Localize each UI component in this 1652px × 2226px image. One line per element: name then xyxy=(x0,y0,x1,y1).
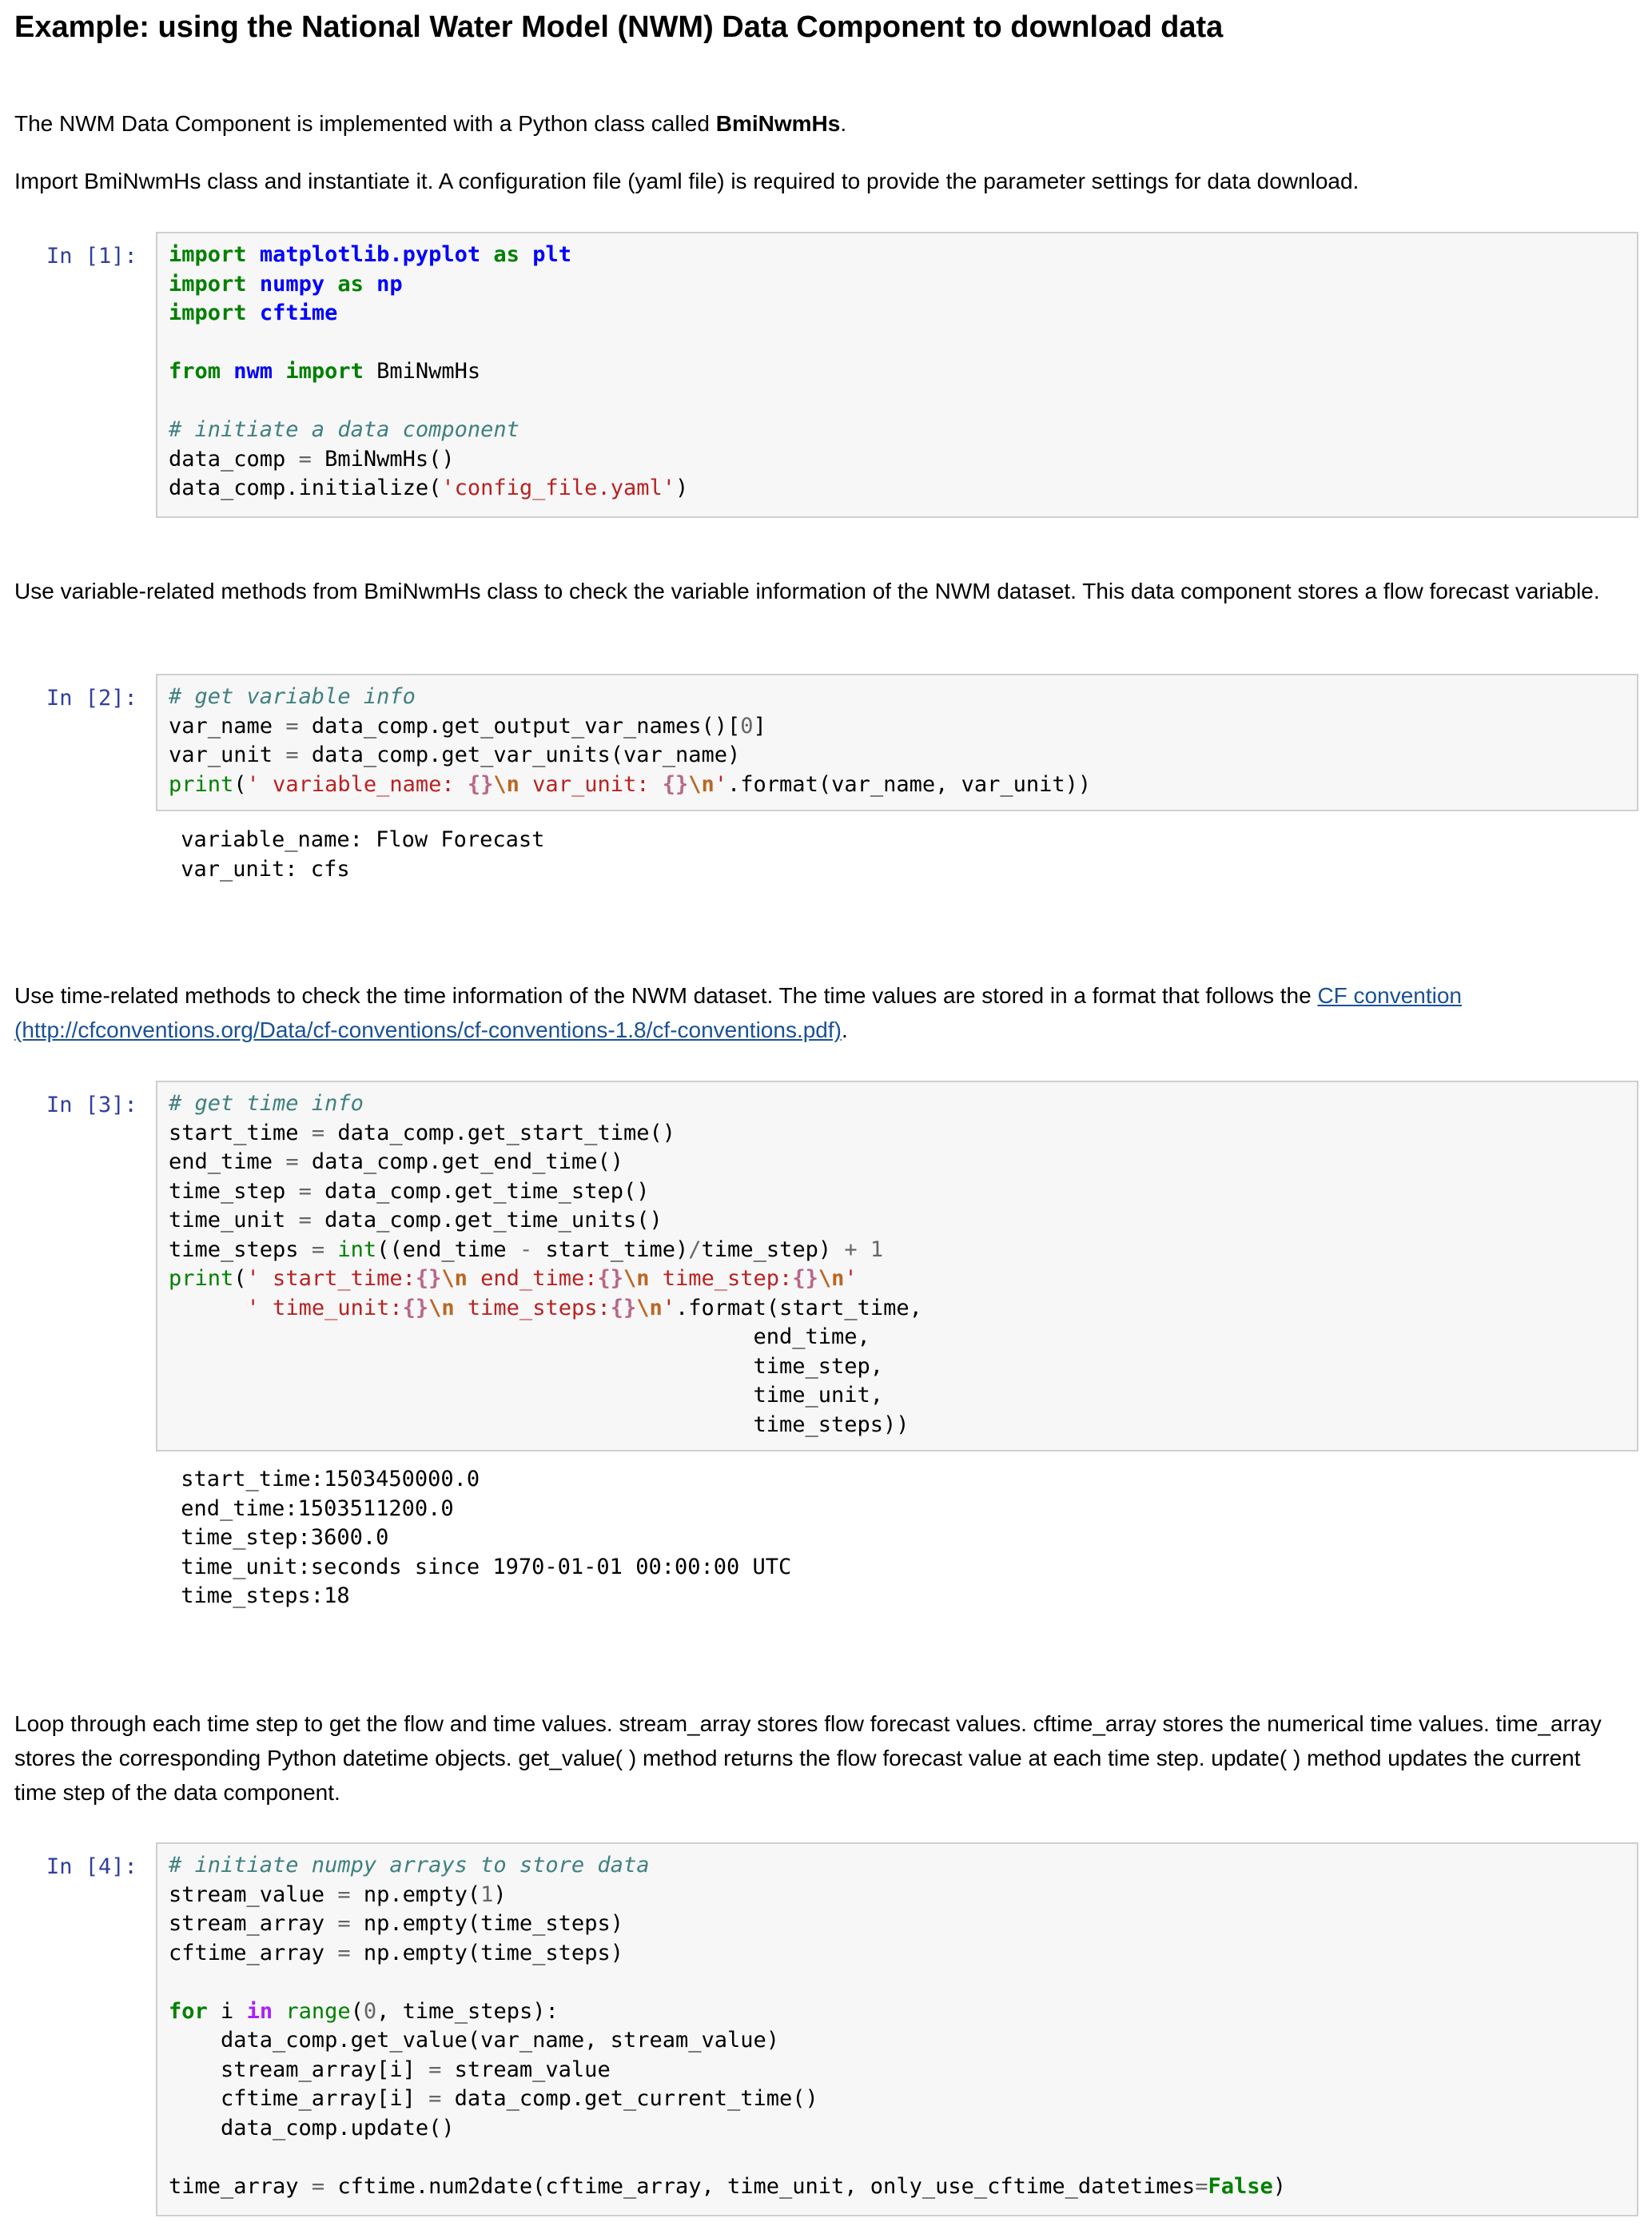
code-line xyxy=(169,476,688,500)
code-string: ' xyxy=(714,771,728,797)
code-line xyxy=(169,1237,883,1262)
code-token: data_comp.get_value(var_name, stream_value) xyxy=(169,2028,780,2053)
code-token xyxy=(247,301,260,325)
intro-tail: . xyxy=(840,111,847,136)
code-token: ) xyxy=(675,476,689,500)
loop-paragraph: Loop through each time step to get the flow and time values. stream_array stores flow forecast values. cftime_array stores the numerical time values. time_array stores the corresponding Python datetime objects. get_value( ) method returns the flow forecast value at each time step. update( ) method updates the current time step of the data component. xyxy=(14,1711,1602,1805)
code-token: as xyxy=(493,242,519,267)
output-line: start_time:1503450000.0 xyxy=(168,1467,480,1491)
code-token: cftime xyxy=(259,301,338,325)
code-line xyxy=(169,1999,559,2024)
variable-paragraph: Use variable-related methods from BmiNwmHs class to check the variable information of the NWM dataset. This data component stores a flow forecast variable. xyxy=(14,579,1600,603)
code-token: print xyxy=(169,771,234,797)
code-token: \n xyxy=(636,1295,663,1320)
code-line xyxy=(169,1266,858,1291)
code-string: ' variable_name: xyxy=(246,771,468,797)
code-token: ( xyxy=(233,771,247,797)
code-token: import xyxy=(285,359,364,384)
code-token: {} xyxy=(792,1266,818,1291)
code-token: ((end_time xyxy=(376,1236,519,1262)
code-token: \n xyxy=(623,1266,650,1291)
output-line: variable_name: Flow Forecast xyxy=(168,827,545,852)
code-token xyxy=(247,242,260,267)
code-token: nwm xyxy=(233,359,273,384)
code-token: 1 xyxy=(480,1882,494,1907)
code-block[interactable] xyxy=(157,233,1637,504)
code-block[interactable] xyxy=(157,1082,1637,1440)
code-token: / xyxy=(688,1236,702,1262)
code-token: ) xyxy=(493,1882,507,1907)
code-token: np.empty(time_steps) xyxy=(350,1940,623,1965)
code-cell-1[interactable] xyxy=(156,232,1638,518)
code-string: time_step: xyxy=(649,1266,793,1291)
code-line xyxy=(169,1882,507,1907)
code-string: time_steps: xyxy=(454,1295,611,1320)
intro-text: The NWM Data Component is implemented with a Python class called xyxy=(14,111,716,136)
code-token: time_step) xyxy=(701,1236,845,1262)
code-line xyxy=(169,1091,364,1116)
code-string: ' start_time: xyxy=(246,1266,416,1291)
code-token: ( xyxy=(350,1998,364,2024)
code-cell-4[interactable] xyxy=(156,1842,1638,2216)
code-token: \n xyxy=(441,1266,468,1291)
code-token: BmiNwmHs xyxy=(363,359,481,384)
code-token: end_time xyxy=(169,1149,286,1174)
code-line xyxy=(169,1208,663,1232)
code-token: time_step, xyxy=(169,1353,884,1379)
code-token xyxy=(273,1999,285,2024)
code-line xyxy=(169,2174,1286,2199)
code-cell-3[interactable] xyxy=(156,1081,1638,1451)
code-token: = xyxy=(337,1882,351,1907)
code-token: = xyxy=(298,446,312,472)
code-line xyxy=(169,1179,649,1204)
code-token: import xyxy=(169,301,247,325)
code-token: .format(start_time, xyxy=(675,1295,922,1320)
code-token: , time_steps): xyxy=(376,1998,559,2024)
code-token: {} xyxy=(610,1295,637,1320)
code-comment: # get time info xyxy=(169,1091,364,1116)
code-string: var_unit: xyxy=(519,771,663,797)
code-string: ' time_unit: xyxy=(246,1295,403,1320)
code-token: stream_array xyxy=(169,1911,338,1936)
code-token: numpy xyxy=(259,271,325,297)
code-token: range xyxy=(285,1998,351,2024)
code-cell-2[interactable] xyxy=(156,674,1638,811)
code-token: from xyxy=(169,359,221,384)
code-token: in xyxy=(246,1998,273,2024)
code-token: data_comp.get_output_var_names()[ xyxy=(298,713,741,739)
code-token: data_comp.get_time_step() xyxy=(311,1178,650,1204)
code-token: time_unit xyxy=(169,1208,299,1232)
code-token: ( xyxy=(233,1266,247,1291)
code-token: 0 xyxy=(363,1998,377,2024)
code-token xyxy=(364,272,376,297)
code-token: \n xyxy=(493,771,519,797)
code-line xyxy=(169,684,416,709)
cell-prompt-2: In [2]: xyxy=(46,686,137,711)
code-token xyxy=(480,242,493,267)
import-paragraph: Import BmiNwmHs class and instantiate it. A configuration file (yaml file) is required to provide the parameter settings for data download. xyxy=(14,169,1359,193)
code-line xyxy=(169,743,740,767)
code-line xyxy=(169,2116,455,2140)
code-token: = xyxy=(285,1149,299,1174)
code-token: \n xyxy=(428,1295,455,1320)
code-token: + xyxy=(844,1236,858,1262)
code-token: time_unit, xyxy=(169,1383,884,1408)
cf-convention-link[interactable]: CF convention (http://cfconventions.org/Data/cf-conventions/cf-conventions-1.8/cf-conventions.pdf) xyxy=(14,983,1462,1042)
code-line xyxy=(169,447,455,472)
code-token: data_comp.get_var_units(var_name) xyxy=(298,743,741,767)
code-token: start_time xyxy=(169,1120,312,1145)
code-token xyxy=(858,1237,870,1262)
code-line xyxy=(169,1354,883,1379)
code-token: 0 xyxy=(740,713,754,739)
code-token: cftime_array xyxy=(169,1940,338,1965)
code-token: = xyxy=(1195,2173,1208,2199)
code-line xyxy=(169,359,480,384)
code-token: \n xyxy=(688,771,715,797)
code-token: {} xyxy=(402,1295,429,1320)
code-line xyxy=(169,772,1091,797)
code-token xyxy=(324,272,337,297)
code-token: end_time, xyxy=(169,1324,870,1349)
code-token: i xyxy=(207,1998,247,2024)
output-line: time_step:3600.0 xyxy=(168,1525,389,1550)
code-comment: # initiate numpy arrays to store data xyxy=(169,1853,650,1878)
code-token: time_steps xyxy=(169,1236,312,1262)
code-token: = xyxy=(428,2057,442,2082)
code-line xyxy=(169,2028,779,2053)
code-token: data_comp.get_end_time() xyxy=(298,1149,623,1174)
code-line xyxy=(169,272,403,297)
code-token: var_name xyxy=(169,713,286,739)
code-token: as xyxy=(337,271,364,297)
code-line xyxy=(169,1383,883,1408)
output-line: time_unit:seconds since 1970-01-01 00:00:00 UTC xyxy=(168,1554,792,1579)
code-token: int xyxy=(337,1236,377,1262)
code-token xyxy=(247,272,260,297)
code-token: = xyxy=(285,743,299,767)
code-line xyxy=(169,714,766,739)
code-line xyxy=(169,242,571,267)
code-string: ' xyxy=(844,1266,858,1291)
code-token: .format(var_name, var_unit)) xyxy=(727,771,1092,797)
cell-prompt-4: In [4]: xyxy=(46,1854,137,1879)
code-token: for xyxy=(169,1998,208,2024)
code-token: matplotlib.pyplot xyxy=(259,242,481,267)
code-token: {} xyxy=(662,771,689,797)
code-token: stream_value xyxy=(441,2057,611,2082)
cell-prompt-3: In [3]: xyxy=(46,1093,137,1117)
code-token: = xyxy=(298,1178,312,1204)
code-token: plt xyxy=(532,242,571,267)
code-token: = xyxy=(298,1208,312,1232)
code-token: np xyxy=(376,271,403,297)
code-token: - xyxy=(519,1236,533,1262)
code-token: = xyxy=(285,713,299,739)
code-token: = xyxy=(311,1120,325,1145)
code-line xyxy=(169,417,519,442)
code-token: \n xyxy=(818,1266,845,1291)
code-line xyxy=(169,301,337,325)
code-string: ' xyxy=(662,1295,676,1320)
code-token: cftime.num2date(cftime_array, time_unit, only_use_cftime_datetimes xyxy=(324,2173,1196,2199)
code-token: {} xyxy=(597,1266,623,1291)
code-token: start_time) xyxy=(532,1236,689,1262)
code-line xyxy=(169,1324,870,1349)
page-title: Example: using the National Water Model (NWM) Data Component to download data xyxy=(14,10,1224,44)
code-token: data_comp xyxy=(169,446,299,472)
code-token: = xyxy=(337,1911,351,1936)
output-line: end_time:1503511200.0 xyxy=(168,1495,454,1521)
code-token: time_array xyxy=(169,2173,312,2199)
code-token: print xyxy=(169,1266,234,1291)
code-token xyxy=(324,1237,337,1262)
cell-prompt-1: In [1]: xyxy=(46,244,137,269)
code-token xyxy=(221,359,233,384)
cell-output-3 xyxy=(168,1465,791,1611)
code-line xyxy=(169,1911,623,1936)
code-token: import xyxy=(169,271,247,297)
code-token: = xyxy=(337,1940,351,1965)
code-line xyxy=(169,1941,623,1965)
code-token: BmiNwmHs() xyxy=(311,446,455,472)
code-token: {} xyxy=(467,771,494,797)
code-token: stream_array[i] xyxy=(169,2057,429,2082)
code-comment: # initiate a data component xyxy=(169,417,519,442)
code-token xyxy=(273,359,285,384)
code-token: False xyxy=(1208,2173,1273,2199)
time-paragraph xyxy=(14,978,1629,1047)
code-line xyxy=(169,1149,623,1174)
output-line: time_steps:18 xyxy=(168,1583,350,1608)
code-block[interactable] xyxy=(157,675,1637,799)
code-line xyxy=(169,2057,611,2082)
code-token xyxy=(169,1296,247,1320)
code-token: data_comp.get_start_time() xyxy=(324,1120,675,1145)
code-token: = xyxy=(428,2086,442,2111)
code-line xyxy=(169,1853,649,1878)
code-token: data_comp.initialize( xyxy=(169,476,442,500)
code-token: stream_value xyxy=(169,1882,338,1907)
code-token: = xyxy=(311,1236,325,1262)
time-text: Use time-related methods to check the time information of the NWM dataset. The time values are stored in a format that follows the xyxy=(14,983,1318,1008)
code-block[interactable] xyxy=(157,1844,1637,2201)
code-comment: # get variable info xyxy=(169,684,416,709)
code-token: var_unit xyxy=(169,743,286,767)
time-tail: . xyxy=(841,1017,848,1042)
code-token: ) xyxy=(1272,2173,1287,2199)
code-line xyxy=(169,2086,818,2111)
code-string: end_time: xyxy=(467,1266,598,1291)
code-token: time_step xyxy=(169,1178,299,1204)
code-line xyxy=(169,1412,910,1437)
code-token: time_steps)) xyxy=(169,1412,910,1437)
code-token: ] xyxy=(753,713,766,739)
code-token: data_comp.update() xyxy=(169,2115,455,2140)
intro-paragraph xyxy=(14,106,1629,141)
code-token: = xyxy=(311,2173,325,2199)
output-line: var_unit: cfs xyxy=(168,856,350,882)
code-token: {} xyxy=(415,1266,442,1291)
code-token: import xyxy=(169,242,247,267)
code-string: 'config_file.yaml' xyxy=(441,476,675,500)
code-token: cftime_array[i] xyxy=(169,2086,429,2111)
code-token: np.empty( xyxy=(350,1882,481,1907)
code-token xyxy=(519,242,532,267)
code-token: data_comp.get_current_time() xyxy=(441,2086,818,2111)
code-line xyxy=(169,1296,922,1320)
code-token: np.empty(time_steps) xyxy=(350,1911,623,1936)
cell-output-2 xyxy=(168,826,544,884)
class-name-bold: BmiNwmHs xyxy=(715,111,841,136)
code-token: data_comp.get_time_units() xyxy=(311,1208,663,1232)
code-line xyxy=(169,1121,675,1145)
code-token: 1 xyxy=(870,1236,884,1262)
